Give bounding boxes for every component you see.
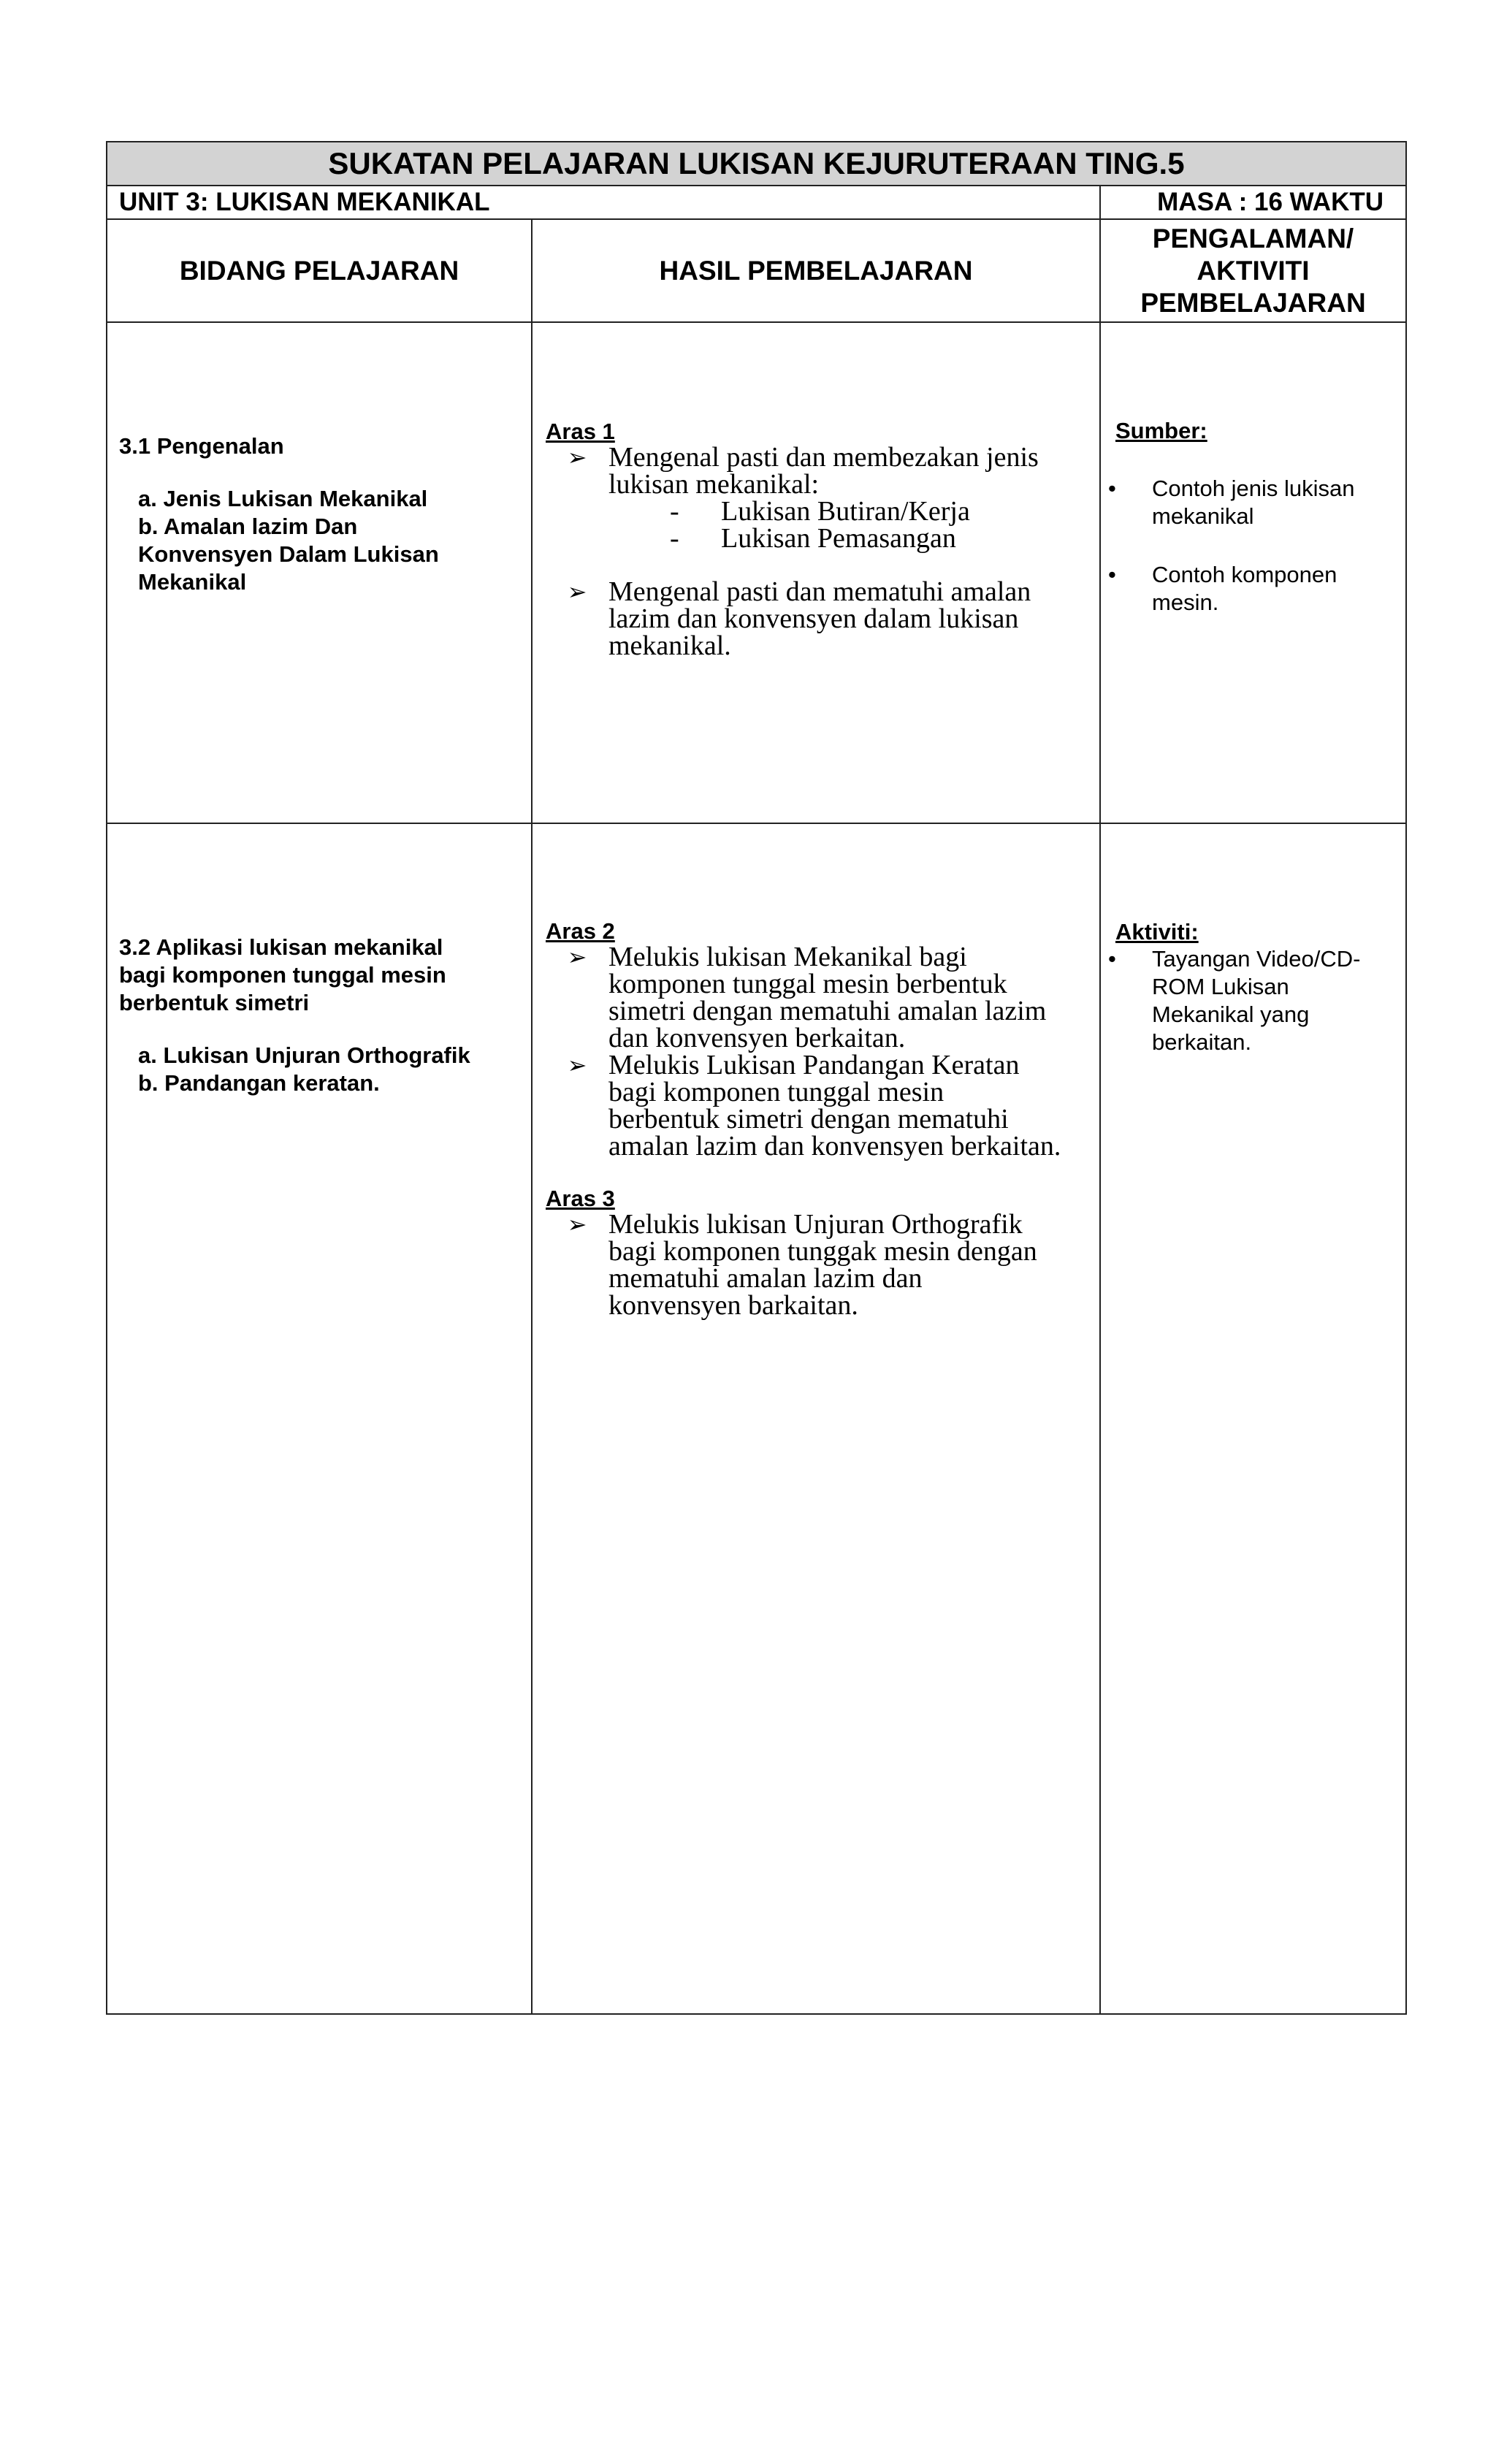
table-row — [107, 322, 1406, 823]
unit-label: UNIT 3: LUKISAN MEKANIKAL — [107, 186, 1100, 219]
outcome-line: Mengenal pasti dan mematuhi amalan — [608, 576, 1031, 607]
outcome-line: Melukis lukisan Mekanikal bagi — [608, 942, 967, 972]
dot-bullet-icon: • — [1108, 562, 1116, 587]
topic-line: bagi komponen tunggal mesin — [119, 962, 446, 988]
outcome-item — [546, 944, 1094, 1052]
resource-line: Contoh komponen — [1152, 562, 1337, 587]
topic-line: berbentuk simetri — [119, 990, 310, 1015]
outcome-line: bagi komponen tunggal mesin — [608, 1077, 944, 1107]
col-header-hasil: HASIL PEMBELAJARAN — [532, 219, 1100, 322]
resource-item — [1107, 475, 1397, 530]
outcome-line: berbentuk simetri dengan mematuhi — [608, 1104, 1009, 1134]
masa-label: MASA : 16 WAKTU — [1100, 186, 1406, 219]
dash-item — [546, 525, 1094, 552]
dash-icon: - — [670, 523, 679, 554]
subtopic: a. Jenis Lukisan Mekanikal — [138, 486, 428, 511]
topic-title: 3.1 Pengenalan — [119, 433, 284, 459]
dash-item — [546, 498, 1094, 525]
resource-item — [1107, 561, 1397, 617]
outcome-line: lazim dan konvensyen dalam lukisan — [608, 603, 1019, 634]
subtopic: a. Lukisan Unjuran Orthografik — [138, 1042, 470, 1068]
col-header-pengalaman-line: PENGALAMAN/ — [1152, 223, 1354, 253]
aktiviti-cell — [1100, 823, 1406, 2014]
sumber-label: Sumber: — [1115, 418, 1207, 443]
dash-text: Lukisan Butiran/Kerja — [721, 496, 970, 527]
aras-label: Aras 2 — [546, 918, 615, 944]
dash-text: Lukisan Pemasangan — [721, 523, 956, 554]
activity-line: Mekanikal yang — [1152, 1002, 1310, 1027]
outcome-line: Mengenal pasti dan membezakan jenis — [608, 442, 1039, 473]
aktiviti-label: Aktiviti: — [1115, 919, 1199, 945]
dot-bullet-icon: • — [1108, 476, 1116, 501]
outcome-item — [546, 1211, 1094, 1319]
outcome-line: konvensyen barkaitan. — [608, 1290, 858, 1321]
syllabus-sheet — [106, 141, 1405, 2015]
resource-line: Contoh jenis lukisan — [1152, 476, 1355, 501]
outcome-item — [546, 1052, 1094, 1160]
outcome-line: simetri dengan mematuhi amalan lazim — [608, 996, 1047, 1026]
dot-bullet-icon: • — [1108, 946, 1116, 972]
activity-item — [1107, 945, 1397, 1056]
outcome-line: dan konvensyen berkaitan. — [608, 1023, 906, 1053]
syllabus-table — [106, 141, 1407, 2015]
outcome-line: Melukis lukisan Unjuran Orthografik — [608, 1209, 1023, 1240]
hasil-cell — [532, 322, 1100, 823]
col-header-pengalaman-line: PEMBELAJARAN — [1140, 287, 1366, 318]
subtopic: b. Amalan lazim Dan — [138, 514, 358, 539]
aktiviti-cell — [1100, 322, 1406, 823]
outcome-line: lukisan mekanikal: — [608, 469, 820, 500]
arrow-bullet-icon: ➢ — [567, 444, 587, 470]
aras-label: Aras 3 — [546, 1186, 615, 1211]
activity-line: berkaitan. — [1152, 1029, 1252, 1055]
col-header-bidang: BIDANG PELAJARAN — [107, 219, 532, 322]
activity-line: Tayangan Video/CD- — [1152, 946, 1361, 972]
bidang-cell — [107, 823, 532, 2014]
col-header-pengalaman-line: AKTIVITI — [1197, 255, 1310, 286]
aras-label: Aras 1 — [546, 419, 615, 444]
arrow-bullet-icon: ➢ — [567, 579, 587, 605]
outcome-line: bagi komponen tunggak mesin dengan — [608, 1236, 1037, 1267]
outcome-line: komponen tunggal mesin berbentuk — [608, 969, 1007, 999]
subtopic: Konvensyen Dalam Lukisan — [138, 541, 439, 567]
dash-icon: - — [670, 496, 679, 527]
outcome-line: amalan lazim dan konvensyen berkaitan. — [608, 1131, 1061, 1162]
table-title: SUKATAN PELAJARAN LUKISAN KEJURUTERAAN TING.5 — [107, 142, 1406, 186]
outcome-line: mekanikal. — [608, 630, 731, 661]
topic-title — [119, 934, 521, 1017]
subtopic-list — [119, 485, 521, 596]
col-header-pengalaman — [1100, 219, 1406, 322]
bidang-cell — [107, 322, 532, 823]
subtopic: b. Pandangan keratan. — [138, 1070, 380, 1096]
hasil-cell — [532, 823, 1100, 2014]
subtopic-list — [119, 1042, 521, 1097]
resource-line: mekanikal — [1152, 503, 1254, 529]
outcome-line: mematuhi amalan lazim dan — [608, 1263, 923, 1294]
activity-line: ROM Lukisan — [1152, 974, 1289, 999]
outcome-line: Melukis Lukisan Pandangan Keratan — [608, 1050, 1020, 1080]
outcome-item — [546, 576, 1094, 661]
table-row — [107, 823, 1406, 2014]
resource-line: mesin. — [1152, 590, 1219, 615]
arrow-bullet-icon: ➢ — [567, 1211, 587, 1237]
outcome-item — [546, 444, 1094, 498]
subtopic: Mekanikal — [138, 569, 247, 595]
arrow-bullet-icon: ➢ — [567, 944, 587, 970]
topic-line: 3.2 Aplikasi lukisan mekanikal — [119, 934, 443, 960]
arrow-bullet-icon: ➢ — [567, 1052, 587, 1078]
